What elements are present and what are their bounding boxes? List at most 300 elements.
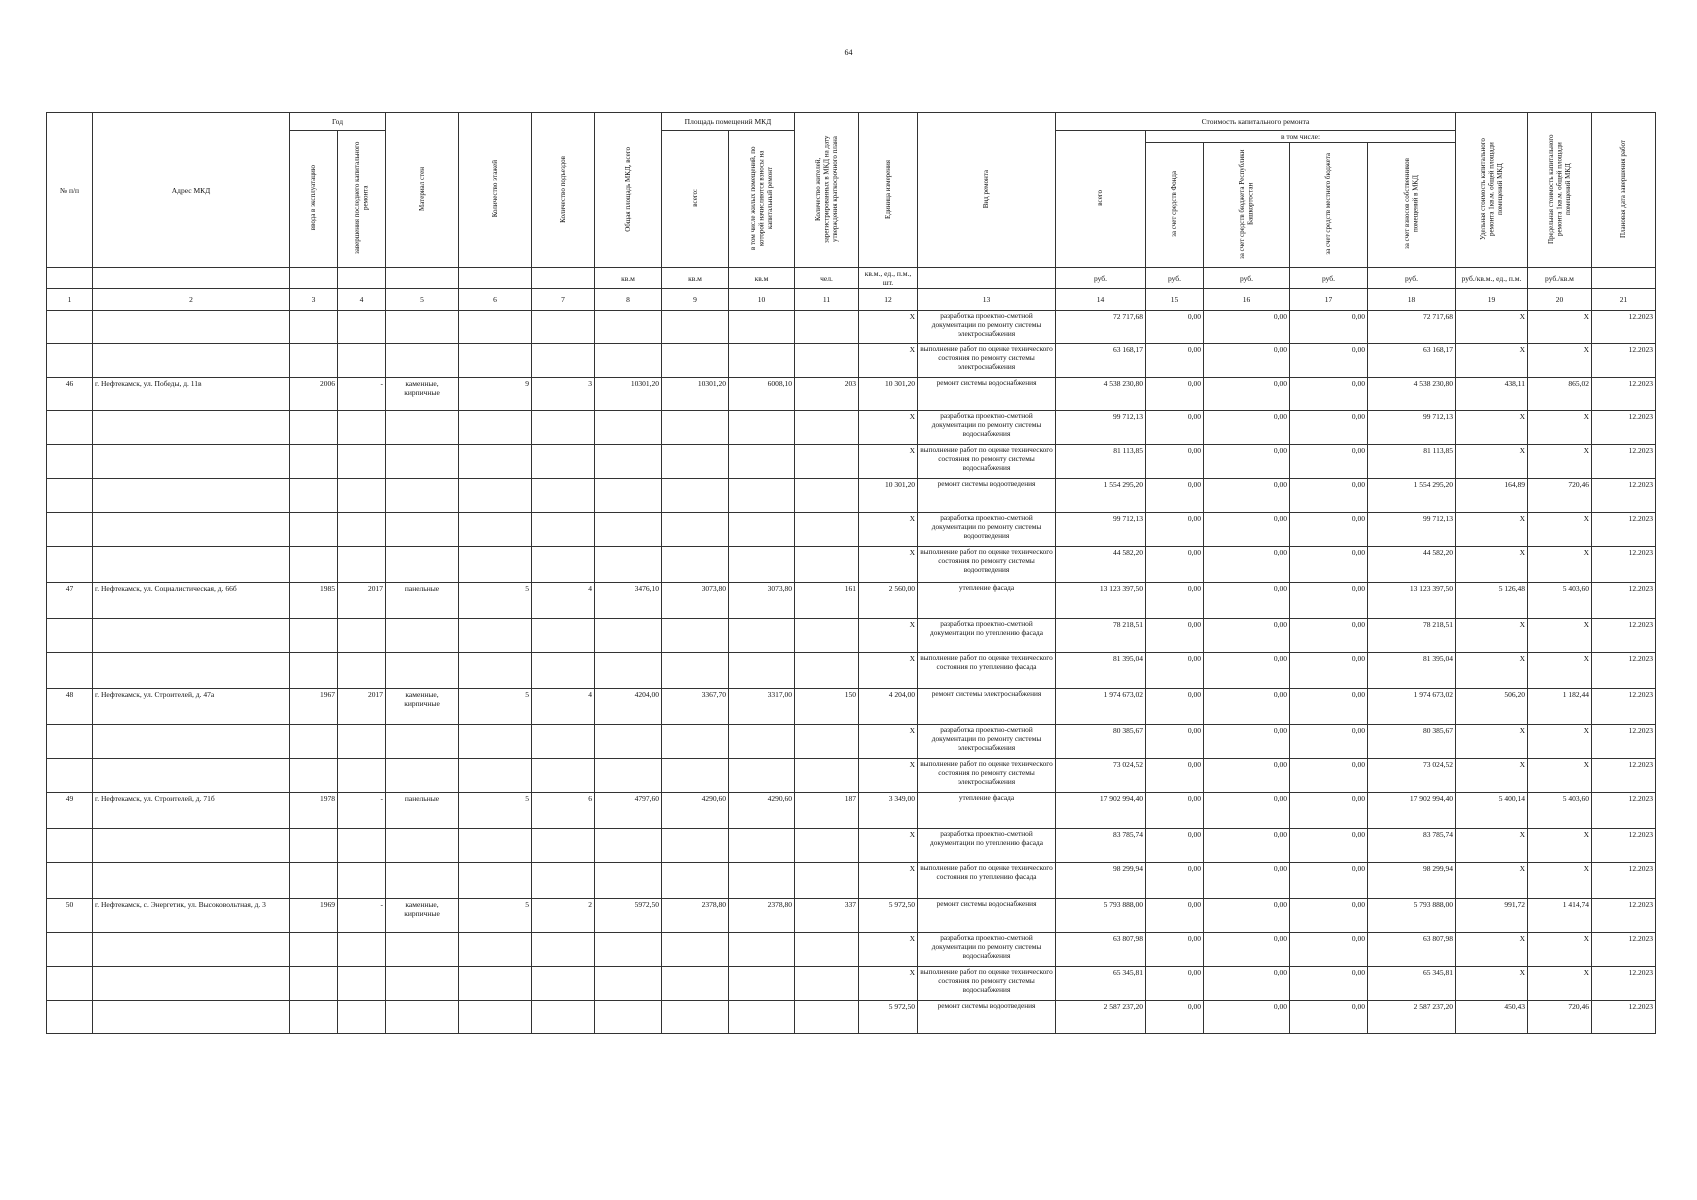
cost-total: 80 385,67 (1056, 725, 1146, 759)
cost-republic: 0,00 (1204, 547, 1290, 583)
cost-local: 0,00 (1290, 445, 1368, 479)
cost-local: 0,00 (1290, 759, 1368, 793)
year-commission (290, 445, 338, 479)
year-last-repair (338, 344, 386, 378)
work-type: выполнение работ по оценке технического состояния по утеплению фасада (918, 653, 1056, 689)
planned-date: 12.2023 (1592, 933, 1656, 967)
column-number: 11 (795, 289, 859, 311)
address (93, 445, 290, 479)
max-cost: 720,46 (1528, 479, 1592, 513)
entrances (532, 411, 595, 445)
cost-republic: 0,00 (1204, 1001, 1290, 1034)
floors (459, 547, 532, 583)
cost-owners: 63 807,98 (1368, 933, 1456, 967)
residents (795, 759, 859, 793)
row-number: 49 (47, 793, 93, 829)
residents (795, 445, 859, 479)
cost-fund: 0,00 (1146, 513, 1204, 547)
work-type: разработка проектно-сметной документации по ремонту системы водоотведения (918, 513, 1056, 547)
unit-measure: 10 301,20 (859, 479, 918, 513)
floors (459, 967, 532, 1001)
row-number (47, 445, 93, 479)
cost-owners: 78 218,51 (1368, 619, 1456, 653)
year-commission (290, 411, 338, 445)
total-area: 4797,60 (595, 793, 662, 829)
planned-date: 12.2023 (1592, 583, 1656, 619)
year-commission (290, 1001, 338, 1034)
max-cost: X (1528, 445, 1592, 479)
cost-local: 0,00 (1290, 933, 1368, 967)
row-number (47, 829, 93, 863)
cost-fund: 0,00 (1146, 479, 1204, 513)
cost-total: 72 717,68 (1056, 311, 1146, 344)
planned-date: 12.2023 (1592, 411, 1656, 445)
unit-measure: 2 560,00 (859, 583, 918, 619)
units-row (47, 268, 1656, 289)
cost-total: 63 168,17 (1056, 344, 1146, 378)
unit-cell: руб. (1290, 268, 1368, 289)
work-type: разработка проектно-сметной документации по утеплению фасада (918, 619, 1056, 653)
address: г. Нефтекамск, ул. Строителей, д. 71б (93, 793, 290, 829)
cost-local: 0,00 (1290, 378, 1368, 411)
wall-material (386, 1001, 459, 1034)
unit-cost: X (1456, 344, 1528, 378)
header-max-cost: Предельная стоимость капитального ремонта 1кв.м. общей площади помещений МКД (1528, 113, 1592, 268)
year-commission (290, 725, 338, 759)
address (93, 547, 290, 583)
address (93, 863, 290, 899)
premises-capital (729, 445, 795, 479)
entrances (532, 479, 595, 513)
premises-capital: 4290,60 (729, 793, 795, 829)
wall-material (386, 933, 459, 967)
max-cost: 1 182,44 (1528, 689, 1592, 725)
work-type: разработка проектно-сметной документации по ремонту системы электроснабжения (918, 725, 1056, 759)
unit-measure: X (859, 967, 918, 1001)
cost-total: 13 123 397,50 (1056, 583, 1146, 619)
max-cost: X (1528, 547, 1592, 583)
cost-republic: 0,00 (1204, 513, 1290, 547)
premises-total: 3367,70 (662, 689, 729, 725)
premises-capital: 6008,10 (729, 378, 795, 411)
row-number (47, 759, 93, 793)
unit-cost: 991,72 (1456, 899, 1528, 933)
unit-cost: 438,11 (1456, 378, 1528, 411)
table-row (47, 793, 1656, 829)
wall-material: каменные, кирпичные (386, 378, 459, 411)
premises-total (662, 513, 729, 547)
unit-measure: X (859, 829, 918, 863)
work-type: выполнение работ по оценке технического состояния по утеплению фасада (918, 863, 1056, 899)
premises-total (662, 411, 729, 445)
header-cost-owners: за счет взносов собственников помещений в МКД (1368, 143, 1456, 268)
year-commission (290, 513, 338, 547)
premises-total: 4290,60 (662, 793, 729, 829)
year-commission (290, 933, 338, 967)
cost-local: 0,00 (1290, 689, 1368, 725)
column-number: 5 (386, 289, 459, 311)
header-premises-total: всего: (662, 131, 729, 268)
wall-material (386, 547, 459, 583)
planned-date: 12.2023 (1592, 311, 1656, 344)
table-header (47, 113, 1656, 311)
planned-date: 12.2023 (1592, 793, 1656, 829)
year-commission (290, 759, 338, 793)
unit-measure: X (859, 863, 918, 899)
cost-fund: 0,00 (1146, 725, 1204, 759)
planned-date: 12.2023 (1592, 899, 1656, 933)
floors (459, 513, 532, 547)
unit-cost: X (1456, 619, 1528, 653)
unit-cost: X (1456, 513, 1528, 547)
premises-total: 3073,80 (662, 583, 729, 619)
entrances: 4 (532, 583, 595, 619)
year-last-repair (338, 759, 386, 793)
cost-local: 0,00 (1290, 479, 1368, 513)
header-unit-measure: Единица измерения (859, 113, 918, 268)
premises-total (662, 1001, 729, 1034)
cost-local: 0,00 (1290, 793, 1368, 829)
wall-material (386, 619, 459, 653)
row-number (47, 725, 93, 759)
cost-owners: 2 587 237,20 (1368, 1001, 1456, 1034)
premises-total (662, 311, 729, 344)
address (93, 759, 290, 793)
cost-owners: 81 395,04 (1368, 653, 1456, 689)
residents (795, 725, 859, 759)
header-incl: в том числе: (1146, 131, 1456, 143)
entrances: 3 (532, 378, 595, 411)
premises-total (662, 933, 729, 967)
table-row (47, 583, 1656, 619)
planned-date: 12.2023 (1592, 547, 1656, 583)
column-number: 8 (595, 289, 662, 311)
table-row (47, 513, 1656, 547)
premises-capital: 2378,80 (729, 899, 795, 933)
total-area (595, 344, 662, 378)
header-floors: Количество этажей (459, 113, 532, 268)
work-type: утепление фасада (918, 793, 1056, 829)
premises-total (662, 445, 729, 479)
cost-republic: 0,00 (1204, 933, 1290, 967)
column-number: 7 (532, 289, 595, 311)
cost-owners: 81 113,85 (1368, 445, 1456, 479)
cost-local: 0,00 (1290, 967, 1368, 1001)
premises-total (662, 479, 729, 513)
floors (459, 445, 532, 479)
row-number (47, 513, 93, 547)
floors (459, 863, 532, 899)
year-last-repair (338, 619, 386, 653)
total-area (595, 829, 662, 863)
floors (459, 479, 532, 513)
cost-total: 44 582,20 (1056, 547, 1146, 583)
planned-date: 12.2023 (1592, 479, 1656, 513)
year-last-repair (338, 445, 386, 479)
header-residents: Количество жителей, зарегистрированных в МКД на дату утверждения краткосрочного плана (795, 113, 859, 268)
year-last-repair: - (338, 378, 386, 411)
max-cost: X (1528, 653, 1592, 689)
row-number (47, 344, 93, 378)
header-cost-fund: за счет средств Фонда (1146, 143, 1204, 268)
total-area (595, 759, 662, 793)
address: г. Нефтекамск, с. Энергетик, ул. Высоковольтная, д. 3 (93, 899, 290, 933)
max-cost: X (1528, 411, 1592, 445)
floors (459, 411, 532, 445)
total-area (595, 725, 662, 759)
unit-measure: 4 204,00 (859, 689, 918, 725)
address (93, 829, 290, 863)
unit-cost: X (1456, 863, 1528, 899)
unit-measure: 10 301,20 (859, 378, 918, 411)
table-row (47, 311, 1656, 344)
row-number (47, 933, 93, 967)
planned-date: 12.2023 (1592, 513, 1656, 547)
entrances: 2 (532, 899, 595, 933)
cost-fund: 0,00 (1146, 378, 1204, 411)
cost-republic: 0,00 (1204, 653, 1290, 689)
wall-material (386, 829, 459, 863)
cost-republic: 0,00 (1204, 863, 1290, 899)
address (93, 619, 290, 653)
row-number (47, 653, 93, 689)
max-cost: 5 403,60 (1528, 793, 1592, 829)
address (93, 479, 290, 513)
year-last-repair (338, 513, 386, 547)
cost-owners: 99 712,13 (1368, 411, 1456, 445)
cost-total: 73 024,52 (1056, 759, 1146, 793)
unit-cost: 450,43 (1456, 1001, 1528, 1034)
address: г. Нефтекамск, ул. Победы, д. 11в (93, 378, 290, 411)
cost-fund: 0,00 (1146, 653, 1204, 689)
premises-capital: 3317,00 (729, 689, 795, 725)
wall-material (386, 311, 459, 344)
cost-total: 98 299,94 (1056, 863, 1146, 899)
residents (795, 863, 859, 899)
work-type: разработка проектно-сметной документации по ремонту системы водоснабжения (918, 933, 1056, 967)
cost-republic: 0,00 (1204, 344, 1290, 378)
address (93, 1001, 290, 1034)
cost-owners: 1 554 295,20 (1368, 479, 1456, 513)
floors (459, 311, 532, 344)
entrances (532, 759, 595, 793)
row-number: 47 (47, 583, 93, 619)
floors: 9 (459, 378, 532, 411)
cost-owners: 5 793 888,00 (1368, 899, 1456, 933)
work-type: ремонт системы водоснабжения (918, 378, 1056, 411)
column-number: 21 (1592, 289, 1656, 311)
cost-total: 1 974 673,02 (1056, 689, 1146, 725)
premises-total (662, 547, 729, 583)
cost-owners: 44 582,20 (1368, 547, 1456, 583)
unit-measure: X (859, 933, 918, 967)
planned-date: 12.2023 (1592, 829, 1656, 863)
entrances: 6 (532, 793, 595, 829)
year-last-repair (338, 653, 386, 689)
table-row (47, 445, 1656, 479)
total-area: 3476,10 (595, 583, 662, 619)
residents (795, 619, 859, 653)
row-number (47, 411, 93, 445)
floors (459, 1001, 532, 1034)
unit-cost: X (1456, 411, 1528, 445)
max-cost: 720,46 (1528, 1001, 1592, 1034)
work-type: выполнение работ по оценке технического состояния по ремонту системы водоснабжения (918, 967, 1056, 1001)
work-type: ремонт системы электроснабжения (918, 689, 1056, 725)
header-wall-material: Материал стен (386, 113, 459, 268)
entrances (532, 344, 595, 378)
cost-republic: 0,00 (1204, 445, 1290, 479)
header-idx: № п/п (47, 113, 93, 268)
max-cost: X (1528, 863, 1592, 899)
unit-cell: кв.м., ед., п.м., шт. (859, 268, 918, 289)
work-type: выполнение работ по оценке технического состояния по ремонту системы электроснабжения (918, 759, 1056, 793)
cost-total: 99 712,13 (1056, 411, 1146, 445)
cost-owners: 72 717,68 (1368, 311, 1456, 344)
header-cost-group: Стоимость капитального ремонта (1056, 113, 1456, 131)
residents: 187 (795, 793, 859, 829)
premises-total (662, 653, 729, 689)
header-total-area: Общая площадь МКД, всего (595, 113, 662, 268)
floors (459, 933, 532, 967)
wall-material (386, 445, 459, 479)
floors: 5 (459, 793, 532, 829)
cost-fund: 0,00 (1146, 547, 1204, 583)
unit-cell: чел. (795, 268, 859, 289)
wall-material (386, 344, 459, 378)
floors (459, 725, 532, 759)
cost-local: 0,00 (1290, 1001, 1368, 1034)
row-number (47, 863, 93, 899)
unit-measure: 5 972,50 (859, 899, 918, 933)
work-type: разработка проектно-сметной документации по ремонту системы водоснабжения (918, 411, 1056, 445)
unit-measure: X (859, 411, 918, 445)
entrances (532, 311, 595, 344)
year-last-repair: - (338, 899, 386, 933)
address (93, 967, 290, 1001)
column-number: 9 (662, 289, 729, 311)
total-area: 10301,20 (595, 378, 662, 411)
residents (795, 653, 859, 689)
unit-measure: 5 972,50 (859, 1001, 918, 1034)
entrances (532, 967, 595, 1001)
max-cost: X (1528, 829, 1592, 863)
year-last-repair (338, 725, 386, 759)
cost-owners: 80 385,67 (1368, 725, 1456, 759)
total-area (595, 967, 662, 1001)
table-row (47, 344, 1656, 378)
floors: 5 (459, 689, 532, 725)
max-cost: 1 414,74 (1528, 899, 1592, 933)
cost-republic: 0,00 (1204, 619, 1290, 653)
entrances (532, 445, 595, 479)
table-row (47, 933, 1656, 967)
premises-capital (729, 619, 795, 653)
wall-material: панельные (386, 793, 459, 829)
cost-local: 0,00 (1290, 411, 1368, 445)
year-commission (290, 344, 338, 378)
wall-material (386, 513, 459, 547)
planned-date: 12.2023 (1592, 653, 1656, 689)
cost-owners: 1 974 673,02 (1368, 689, 1456, 725)
year-commission (290, 479, 338, 513)
cost-owners: 4 538 230,80 (1368, 378, 1456, 411)
unit-measure: X (859, 759, 918, 793)
max-cost: 865,02 (1528, 378, 1592, 411)
address (93, 933, 290, 967)
cost-total: 78 218,51 (1056, 619, 1146, 653)
premises-total (662, 619, 729, 653)
max-cost: X (1528, 759, 1592, 793)
cost-local: 0,00 (1290, 583, 1368, 619)
header-unit-cost: Удельная стоимость капитального ремонта 1кв.м. общей площади помещений МКД (1456, 113, 1528, 268)
year-commission (290, 547, 338, 583)
total-area (595, 411, 662, 445)
address (93, 411, 290, 445)
column-number: 19 (1456, 289, 1528, 311)
cost-republic: 0,00 (1204, 583, 1290, 619)
max-cost: X (1528, 619, 1592, 653)
cost-owners: 65 345,81 (1368, 967, 1456, 1001)
unit-measure: X (859, 311, 918, 344)
planned-date: 12.2023 (1592, 1001, 1656, 1034)
cost-local: 0,00 (1290, 899, 1368, 933)
cost-fund: 0,00 (1146, 863, 1204, 899)
residents (795, 1001, 859, 1034)
table-row (47, 967, 1656, 1001)
cost-fund: 0,00 (1146, 411, 1204, 445)
unit-cell: руб./кв.м., ед., п.м. (1456, 268, 1528, 289)
year-last-repair (338, 1001, 386, 1034)
residents: 203 (795, 378, 859, 411)
premises-capital (729, 933, 795, 967)
entrances (532, 1001, 595, 1034)
planned-date: 12.2023 (1592, 445, 1656, 479)
row-number (47, 619, 93, 653)
unit-cell: руб./кв.м (1528, 268, 1592, 289)
column-number: 10 (729, 289, 795, 311)
residents: 337 (795, 899, 859, 933)
cost-local: 0,00 (1290, 344, 1368, 378)
column-number: 13 (918, 289, 1056, 311)
header-year-group: Год (290, 113, 386, 131)
cost-total: 65 345,81 (1056, 967, 1146, 1001)
entrances (532, 829, 595, 863)
total-area (595, 445, 662, 479)
cost-republic: 0,00 (1204, 689, 1290, 725)
cost-fund: 0,00 (1146, 311, 1204, 344)
row-number (47, 547, 93, 583)
address (93, 725, 290, 759)
work-type: выполнение работ по оценке технического состояния по ремонту системы водоотведения (918, 547, 1056, 583)
cost-fund: 0,00 (1146, 344, 1204, 378)
max-cost: X (1528, 344, 1592, 378)
cost-total: 4 538 230,80 (1056, 378, 1146, 411)
year-commission (290, 653, 338, 689)
total-area (595, 547, 662, 583)
cost-republic: 0,00 (1204, 378, 1290, 411)
cost-republic: 0,00 (1204, 829, 1290, 863)
table-row (47, 899, 1656, 933)
wall-material (386, 967, 459, 1001)
column-number: 6 (459, 289, 532, 311)
unit-cost: X (1456, 653, 1528, 689)
premises-total (662, 829, 729, 863)
unit-cell: руб. (1368, 268, 1456, 289)
cost-local: 0,00 (1290, 619, 1368, 653)
year-last-repair: - (338, 793, 386, 829)
work-type: ремонт системы водоснабжения (918, 899, 1056, 933)
